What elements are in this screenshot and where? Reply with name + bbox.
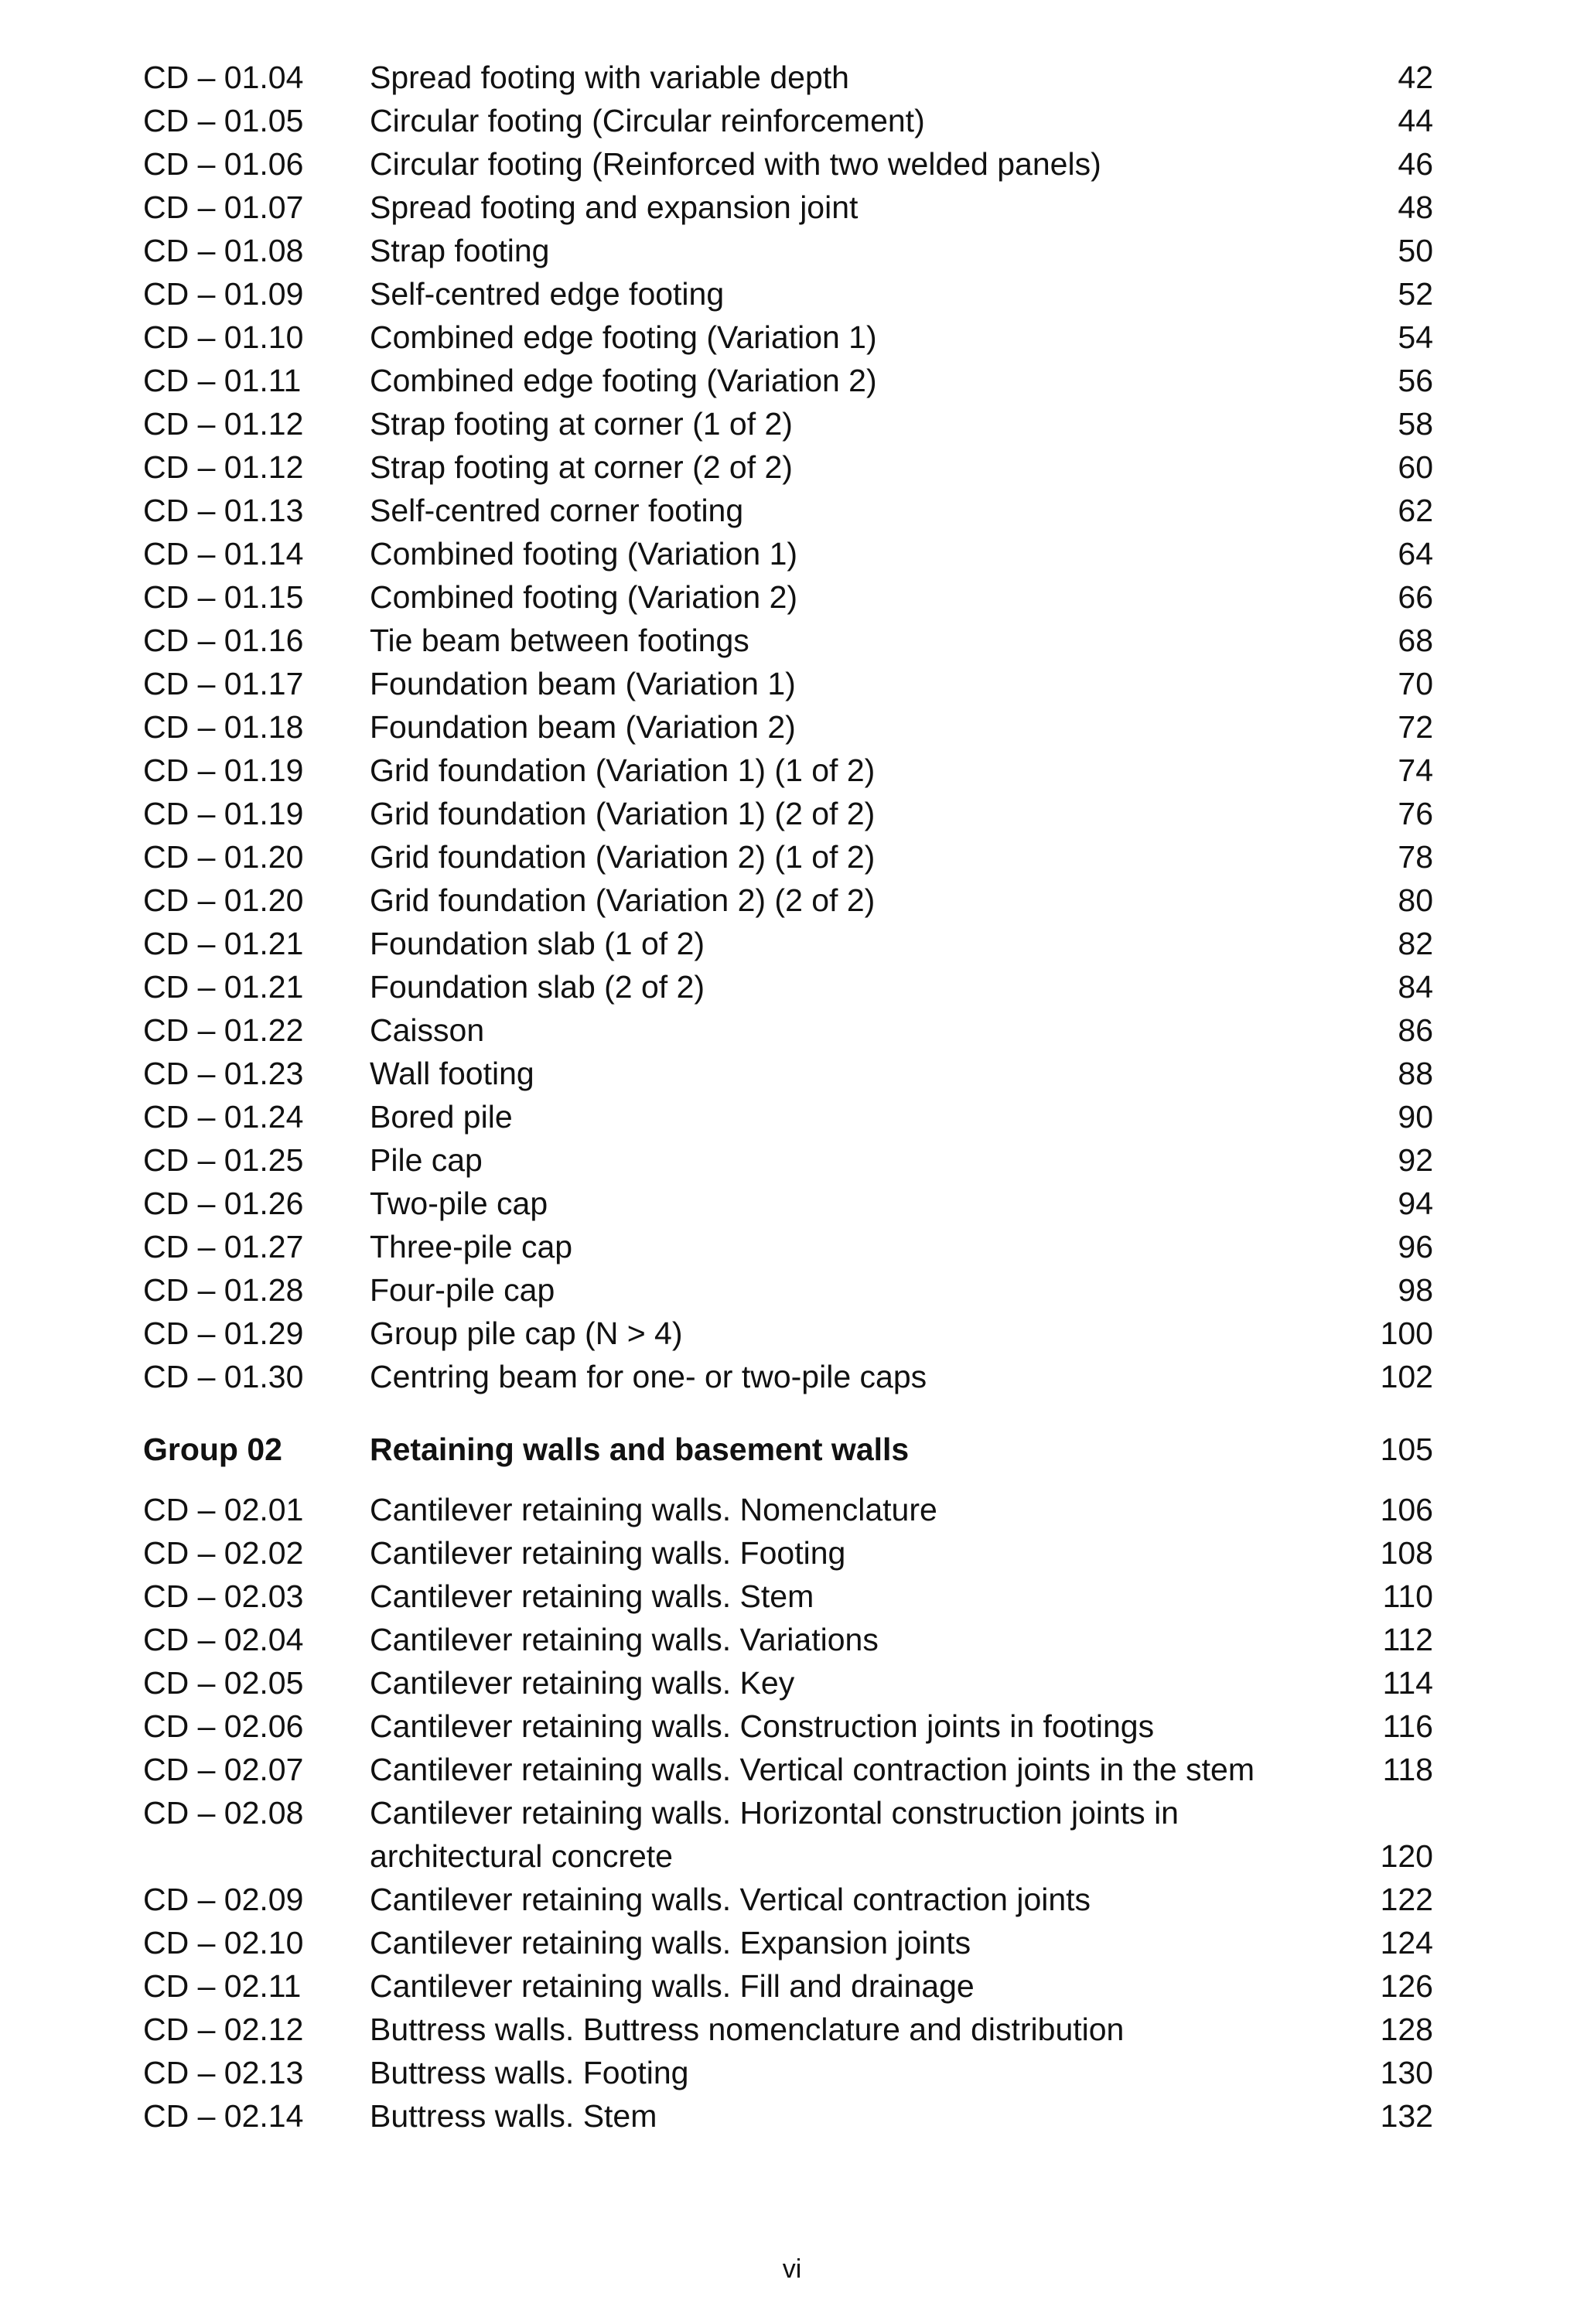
- toc-entry: [0, 1488, 1584, 1531]
- toc-entry: [0, 1878, 1584, 1921]
- toc-entry: [0, 879, 1584, 922]
- entry-title: Strap footing at corner (1 of 2): [370, 406, 793, 442]
- entry-code: CD – 01.04: [143, 60, 304, 95]
- entry-code: CD – 01.25: [143, 1142, 304, 1178]
- toc-entry: [0, 1705, 1584, 1748]
- entry-code: CD – 01.29: [143, 1316, 304, 1351]
- entry-code: CD – 01.27: [143, 1229, 304, 1264]
- entry-title: Circular footing (Circular reinforcement): [370, 103, 925, 138]
- entry-page-number: 60: [1398, 449, 1433, 485]
- entry-title: Pile cap: [370, 1142, 483, 1178]
- entry-code: CD – 01.21: [143, 926, 304, 961]
- entry-title: Tie beam between footings: [370, 623, 749, 658]
- entry-page-number: 52: [1398, 276, 1433, 312]
- entry-page-number: 132: [1380, 2098, 1433, 2134]
- toc-entry: [0, 1008, 1584, 1052]
- toc-entry: [0, 445, 1584, 489]
- entry-code: CD – 02.08: [143, 1795, 304, 1831]
- entry-title: Cantilever retaining walls. Horizontal construction joints in: [370, 1795, 1179, 1831]
- toc-entry: [0, 402, 1584, 445]
- entry-code: CD – 01.05: [143, 103, 304, 138]
- entry-title: Foundation slab (1 of 2): [370, 926, 705, 961]
- toc-entry: [0, 2051, 1584, 2094]
- entry-page-number: 96: [1398, 1229, 1433, 1264]
- entry-code: CD – 01.26: [143, 1186, 304, 1221]
- entry-page-number: 116: [1382, 1708, 1433, 1744]
- entry-code: CD – 02.10: [143, 1925, 304, 1961]
- entry-page-number: 108: [1380, 1535, 1433, 1571]
- entry-page-number: 58: [1398, 406, 1433, 442]
- entry-page-number: 114: [1382, 1665, 1433, 1701]
- toc-entry: [0, 575, 1584, 619]
- entry-title: Caisson: [370, 1012, 485, 1048]
- entry-title: Self-centred edge footing: [370, 276, 725, 312]
- toc-entry: [0, 1964, 1584, 2008]
- entry-code: CD – 02.05: [143, 1665, 304, 1701]
- entry-page-number: 64: [1398, 536, 1433, 572]
- toc-entry: [0, 619, 1584, 662]
- entry-title: Wall footing: [370, 1056, 534, 1091]
- entry-page-number: 124: [1380, 1925, 1433, 1961]
- toc-entry: [0, 2094, 1584, 2138]
- toc-entry: [0, 532, 1584, 575]
- entry-code: CD – 01.23: [143, 1056, 304, 1091]
- entry-code: CD – 01.08: [143, 233, 304, 268]
- entry-page-number: 84: [1398, 969, 1433, 1005]
- entry-title: Grid foundation (Variation 2) (1 of 2): [370, 839, 876, 875]
- entry-title: Cantilever retaining walls. Variations: [370, 1622, 879, 1657]
- toc-entry: [0, 1661, 1584, 1705]
- entry-page-number: 74: [1398, 752, 1433, 788]
- toc-entry: [0, 229, 1584, 272]
- entry-page-number: 68: [1398, 623, 1433, 658]
- entry-page-number: 102: [1380, 1359, 1433, 1394]
- toc-entry: [0, 792, 1584, 835]
- entry-title: Combined edge footing (Variation 1): [370, 319, 877, 355]
- entry-page-number: 98: [1398, 1272, 1433, 1308]
- toc-entry: [0, 489, 1584, 532]
- entry-title: Foundation slab (2 of 2): [370, 969, 705, 1005]
- entry-page-number: 50: [1398, 233, 1433, 268]
- entry-code: CD – 01.15: [143, 579, 304, 615]
- toc-entry: [0, 705, 1584, 749]
- entry-page-number: 88: [1398, 1056, 1433, 1091]
- entry-page-number: 92: [1398, 1142, 1433, 1178]
- entry-page-number: 44: [1398, 103, 1433, 138]
- entry-code: CD – 02.09: [143, 1882, 304, 1917]
- entry-title: Foundation beam (Variation 2): [370, 709, 796, 745]
- entry-code: CD – 01.19: [143, 796, 304, 831]
- entry-page-number: 42: [1398, 60, 1433, 95]
- entry-title: Foundation beam (Variation 1): [370, 666, 796, 701]
- toc-entry: [0, 186, 1584, 229]
- entry-title: Cantilever retaining walls. Expansion joints: [370, 1925, 971, 1961]
- toc-entry: [0, 1138, 1584, 1182]
- entry-title: Cantilever retaining walls. Footing: [370, 1535, 846, 1571]
- toc-entry: [0, 1531, 1584, 1575]
- entry-title: Combined edge footing (Variation 2): [370, 363, 877, 398]
- entry-code: CD – 01.06: [143, 146, 304, 182]
- entry-page-number: 46: [1398, 146, 1433, 182]
- entry-page-number: 56: [1398, 363, 1433, 398]
- entry-page-number: 48: [1398, 189, 1433, 225]
- toc-entry: [0, 1052, 1584, 1095]
- entry-page-number: 54: [1398, 319, 1433, 355]
- toc-entry: [0, 316, 1584, 359]
- toc-entry: [0, 2008, 1584, 2051]
- toc-entry: [0, 662, 1584, 705]
- entry-code: CD – 01.22: [143, 1012, 304, 1048]
- entry-title: Three-pile cap: [370, 1229, 573, 1264]
- entry-page-number: 94: [1398, 1186, 1433, 1221]
- entry-code: CD – 01.17: [143, 666, 304, 701]
- entry-page-number: 105: [1380, 1432, 1433, 1467]
- entry-code: CD – 01.19: [143, 752, 304, 788]
- entry-code: CD – 01.21: [143, 969, 304, 1005]
- toc-entry: [0, 272, 1584, 316]
- entry-page-number: 110: [1382, 1578, 1433, 1614]
- entry-code: CD – 01.12: [143, 406, 304, 442]
- entry-title: Two-pile cap: [370, 1186, 548, 1221]
- entry-title: Self-centred corner footing: [370, 493, 744, 528]
- entry-code: CD – 02.06: [143, 1708, 304, 1744]
- entry-code: CD – 01.13: [143, 493, 304, 528]
- entry-title: Cantilever retaining walls. Nomenclature: [370, 1492, 937, 1527]
- entry-title: Cantilever retaining walls. Construction joints in footings: [370, 1708, 1155, 1744]
- entry-page-number: 120: [1380, 1838, 1433, 1874]
- toc-entry: [0, 56, 1584, 99]
- entry-code: CD – 01.16: [143, 623, 304, 658]
- entry-page-number: 78: [1398, 839, 1433, 875]
- entry-code: CD – 01.14: [143, 536, 304, 572]
- toc-entry: [0, 142, 1584, 186]
- entry-title: Spread footing and expansion joint: [370, 189, 859, 225]
- toc-entry: [0, 1618, 1584, 1661]
- toc-entry: [0, 1791, 1584, 1834]
- entry-code: CD – 02.14: [143, 2098, 304, 2134]
- entry-page-number: 82: [1398, 926, 1433, 961]
- toc-entry: [0, 922, 1584, 965]
- entry-title: Strap footing: [370, 233, 550, 268]
- toc-entry: [0, 1355, 1584, 1398]
- toc-entry: [0, 1182, 1584, 1225]
- entry-title: Buttress walls. Footing: [370, 2055, 689, 2090]
- entry-code: CD – 01.09: [143, 276, 304, 312]
- entry-title: Grid foundation (Variation 1) (2 of 2): [370, 796, 876, 831]
- entry-page-number: 90: [1398, 1099, 1433, 1135]
- toc-entry: [0, 99, 1584, 142]
- entry-code: CD – 02.04: [143, 1622, 304, 1657]
- entry-title: Combined footing (Variation 1): [370, 536, 798, 572]
- entry-title: Cantilever retaining walls. Vertical contraction joints: [370, 1882, 1091, 1917]
- group-label: Group 02: [143, 1432, 282, 1467]
- entry-page-number: 80: [1398, 882, 1433, 918]
- entry-page-number: 130: [1380, 2055, 1433, 2090]
- entry-title: Cantilever retaining walls. Stem: [370, 1578, 814, 1614]
- entry-title: Spread footing with variable depth: [370, 60, 849, 95]
- entry-code: CD – 01.28: [143, 1272, 304, 1308]
- entry-title: Group pile cap (N > 4): [370, 1316, 683, 1351]
- entry-page-number: 66: [1398, 579, 1433, 615]
- entry-code: CD – 01.30: [143, 1359, 304, 1394]
- entry-code: CD – 01.18: [143, 709, 304, 745]
- toc-entry: [0, 359, 1584, 402]
- entry-code: CD – 02.13: [143, 2055, 304, 2090]
- entry-title: Circular footing (Reinforced with two welded panels): [370, 146, 1101, 182]
- entry-page-number: 76: [1398, 796, 1433, 831]
- entry-title: Strap footing at corner (2 of 2): [370, 449, 793, 485]
- toc-entry: [0, 1095, 1584, 1138]
- entry-code: CD – 02.03: [143, 1578, 304, 1614]
- entry-code: CD – 01.12: [143, 449, 304, 485]
- group-title: Retaining walls and basement walls: [370, 1432, 910, 1467]
- entry-page-number: 118: [1382, 1752, 1433, 1787]
- entry-code: CD – 01.11: [143, 363, 302, 398]
- toc-entry: [0, 1921, 1584, 1964]
- entry-code: CD – 01.20: [143, 882, 304, 918]
- toc-entry: [0, 1312, 1584, 1355]
- entry-title: Four-pile cap: [370, 1272, 555, 1308]
- toc-entry: [0, 835, 1584, 879]
- entry-page-number: 86: [1398, 1012, 1433, 1048]
- entry-code: CD – 02.07: [143, 1752, 304, 1787]
- entry-title: Centring beam for one- or two-pile caps: [370, 1359, 927, 1394]
- entry-title: Cantilever retaining walls. Key: [370, 1665, 795, 1701]
- entry-title: Combined footing (Variation 2): [370, 579, 798, 615]
- entry-code: CD – 01.10: [143, 319, 304, 355]
- entry-code: CD – 02.11: [143, 1968, 302, 2004]
- entry-code: CD – 01.07: [143, 189, 304, 225]
- entry-code: CD – 01.24: [143, 1099, 304, 1135]
- entry-code: CD – 01.20: [143, 839, 304, 875]
- entry-title: Grid foundation (Variation 1) (1 of 2): [370, 752, 876, 788]
- entry-page-number: 72: [1398, 709, 1433, 745]
- entry-page-number: 128: [1380, 2012, 1433, 2047]
- entry-page-number: 112: [1382, 1622, 1433, 1657]
- entry-title: architectural concrete: [370, 1838, 673, 1874]
- entry-page-number: 100: [1380, 1316, 1433, 1351]
- entry-title: Buttress walls. Stem: [370, 2098, 657, 2134]
- toc-entry: [0, 1748, 1584, 1791]
- entry-page-number: 122: [1380, 1882, 1433, 1917]
- toc-entry: [0, 1268, 1584, 1312]
- page-number: vi: [782, 2254, 802, 2284]
- entry-code: CD – 02.01: [143, 1492, 304, 1527]
- entry-title: Buttress walls. Buttress nomenclature and distribution: [370, 2012, 1125, 2047]
- toc-entry: [0, 1834, 1584, 1878]
- entry-title: Grid foundation (Variation 2) (2 of 2): [370, 882, 876, 918]
- entry-title: Bored pile: [370, 1099, 513, 1135]
- entry-code: CD – 02.02: [143, 1535, 304, 1571]
- toc-group-heading: [0, 1428, 1584, 1471]
- entry-code: CD – 02.12: [143, 2012, 304, 2047]
- entry-page-number: 70: [1398, 666, 1433, 701]
- toc-entry: [0, 1225, 1584, 1268]
- entry-title: Cantilever retaining walls. Vertical contraction joints in the stem: [370, 1752, 1255, 1787]
- entry-title: Cantilever retaining walls. Fill and drainage: [370, 1968, 975, 2004]
- entry-page-number: 126: [1380, 1968, 1433, 2004]
- toc-entry: [0, 965, 1584, 1008]
- toc-entry: [0, 749, 1584, 792]
- toc-entry: [0, 1575, 1584, 1618]
- entry-page-number: 62: [1398, 493, 1433, 528]
- entry-page-number: 106: [1380, 1492, 1433, 1527]
